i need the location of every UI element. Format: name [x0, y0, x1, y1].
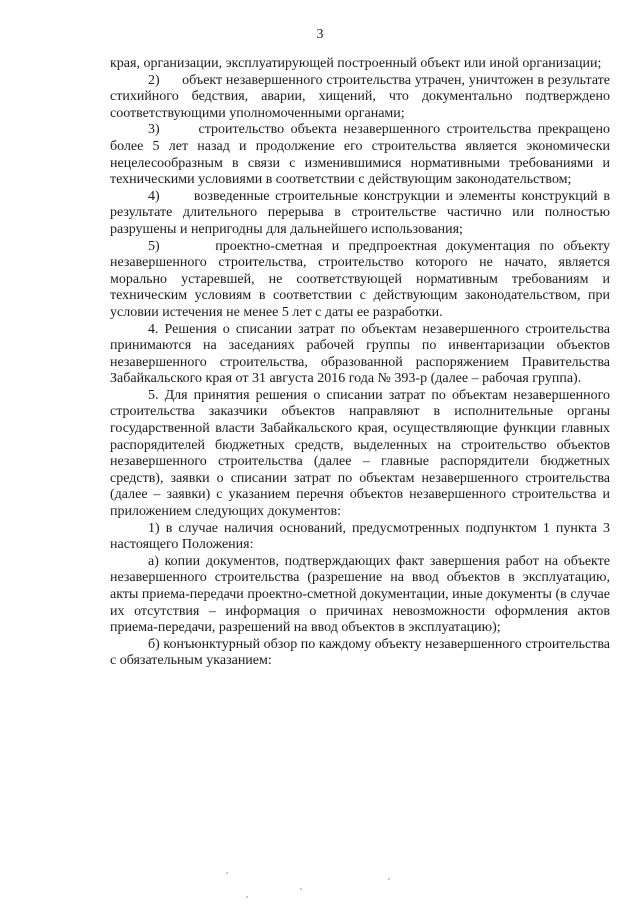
paragraph-section-4: 4. Решения о списании затрат по объектам незавершенного строительства принимаются на заседаниях рабочей группы по инвентаризации объектов незавершенного строительства, образованной распоряжением Правительства Забайкальского края от 31 августа 2016 года № 393-р (далее – рабочая группа). — [110, 321, 610, 387]
paragraph-clause-1-end: края, организации, эксплуатирующей построенный объект или иной организации; — [110, 56, 602, 71]
paragraph-subclause-1: 1) в случае наличия оснований, предусмотренных подпунктом 1 пункта 3 настоящего Положения: — [110, 520, 610, 553]
scan-speck — [300, 888, 302, 890]
scan-speck — [246, 896, 248, 898]
paragraph-clause-4: 4) возведенные строительные конструкции и элементы конструкций в результате длительного перерыва в строительстве частично или полностью разрушены и непригодны для дальнейшего использования; — [110, 188, 610, 237]
paragraph-clause-2: 2) объект незавершенного строительства утрачен, уничтожен в результате стихийного бедствия, аварии, хищений, что документально подтверждено соответствующими уполномоченными органами; — [110, 72, 610, 121]
paragraph-subclause-a: а) копии документов, подтверждающих факт завершения работ на объекте незавершенного строительства (разрешение на ввод объектов в эксплуатацию, акты приема-передачи проектно-сметной документации, иные документы (в случае их отсутствия – информация о причинах невозможности оформления актов приема-передачи, разрешений на ввод объектов в эксплуатацию); — [110, 553, 610, 636]
paragraph-section-5: 5. Для принятия решения о списании затрат по объектам незавершенного строительства заказчики объектов направляют в исполнительные органы государственной власти Забайкальского края, осуществляющие функции главных распорядителей бюджетных средств, выделенных на строительство объектов незавершенного строительства (далее – главные распорядители бюджетных средств), заявки о списании затрат по объектам незавершенного строительства (далее – заявки) с указанием перечня объектов незавершенного строительства и приложением следующих документов: — [110, 387, 610, 520]
scan-speck — [388, 878, 390, 880]
paragraph-clause-5: 5) проектно-сметная и предпроектная документация по объекту незавершенного строительства, строительство которого не начато, является морально устаревшей, не соответствующей нормативным требованиям и техническим условиям в соответствии с действующим законодательством, при условии истечения не менее 5 лет с даты ее разработки. — [110, 238, 610, 320]
paragraph-clause-3: 3) строительство объекта незавершенного строительства прекращено более 5 лет назад и продолжение его строительства является экономически нецелесообразным в связи с изменившимися нормативными требованиями и техническими условиями в соответствии с действующим законодательством; — [110, 122, 610, 188]
paragraph-subclause-b: б) конъюнктурный обзор по каждому объекту незавершенного строительства с обязательным указанием: — [110, 636, 610, 669]
document-body — [110, 56, 610, 670]
scan-speck — [226, 872, 228, 874]
page-number: 3 — [316, 27, 324, 42]
